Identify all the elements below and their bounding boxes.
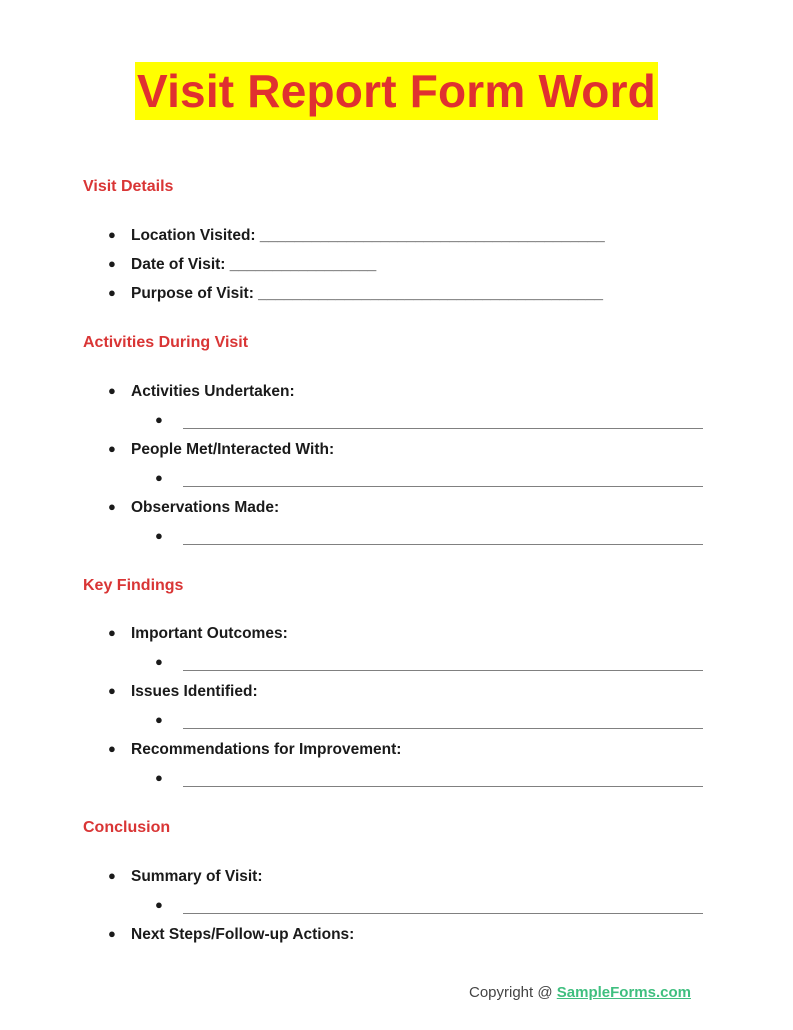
list-item-purpose-of-visit [108,285,603,303]
sub-bullet-icon: ● [155,470,163,485]
bullet-icon: ● [108,383,116,398]
item-label: Recommendations for Improvement: [131,741,402,758]
sub-bullet-icon: ● [155,712,163,727]
list-item-important-outcomes [108,625,288,643]
answer-line-issues-identified[interactable] [155,712,703,732]
item-label: Issues Identified: [131,683,258,700]
brand-link[interactable]: SampleForms.com [556,984,691,1001]
blank-line [183,486,703,487]
list-item-next-steps [108,926,354,944]
item-label: Location Visited: ________________________________________ [131,227,605,244]
blank-line [183,428,703,429]
item-label: Summary of Visit: [131,868,263,885]
sub-bullet-icon: ● [155,412,163,427]
bullet-icon: ● [108,256,116,271]
item-label: Observations Made: [131,499,280,516]
bullet-icon: ● [108,499,116,514]
answer-line-people-met[interactable] [155,470,703,490]
list-item-recommendations [108,741,401,759]
section-heading-activities: Activities During Visit [83,334,249,351]
list-item-issues-identified [108,683,258,701]
list-item-location-visited [108,227,605,245]
bullet-icon: ● [108,926,116,941]
list-item-summary-of-visit [108,868,263,886]
answer-line-important-outcomes[interactable] [155,654,703,674]
blank-line [183,728,703,729]
sub-bullet-icon: ● [155,897,163,912]
bullet-icon: ● [108,741,116,756]
copyright-footer [469,984,691,1001]
bullet-icon: ● [108,625,116,640]
list-item-observations-made [108,499,279,517]
item-label: Activities Undertaken: [131,383,295,400]
answer-line-activities-undertaken[interactable] [155,412,703,432]
section-heading-key-findings: Key Findings [83,577,184,594]
blank-line [183,913,703,914]
list-item-date-of-visit [108,256,376,274]
item-label: Purpose of Visit: ________________________________________ [131,285,603,302]
sub-bullet-icon: ● [155,654,163,669]
blank-line [183,670,703,671]
item-label: Next Steps/Follow-up Actions: [131,926,355,943]
sub-bullet-icon: ● [155,528,163,543]
copyright-prefix: Copyright @ [469,984,557,1001]
page-title: Visit Report Form Word [135,62,658,120]
bullet-icon: ● [108,683,116,698]
blank-line [183,786,703,787]
bullet-icon: ● [108,441,116,456]
bullet-icon: ● [108,227,116,242]
item-label: Date of Visit: _________________ [131,256,377,273]
title-wrapper [0,62,793,120]
list-item-activities-undertaken [108,383,295,401]
answer-line-summary-of-visit[interactable] [155,897,703,917]
answer-line-recommendations[interactable] [155,770,703,790]
bullet-icon: ● [108,285,116,300]
section-heading-conclusion: Conclusion [83,819,171,836]
answer-line-observations-made[interactable] [155,528,703,548]
section-heading-visit-details: Visit Details [83,178,174,195]
item-label: People Met/Interacted With: [131,441,335,458]
blank-line [183,544,703,545]
bullet-icon: ● [108,868,116,883]
sub-bullet-icon: ● [155,770,163,785]
list-item-people-met [108,441,334,459]
item-label: Important Outcomes: [131,625,288,642]
